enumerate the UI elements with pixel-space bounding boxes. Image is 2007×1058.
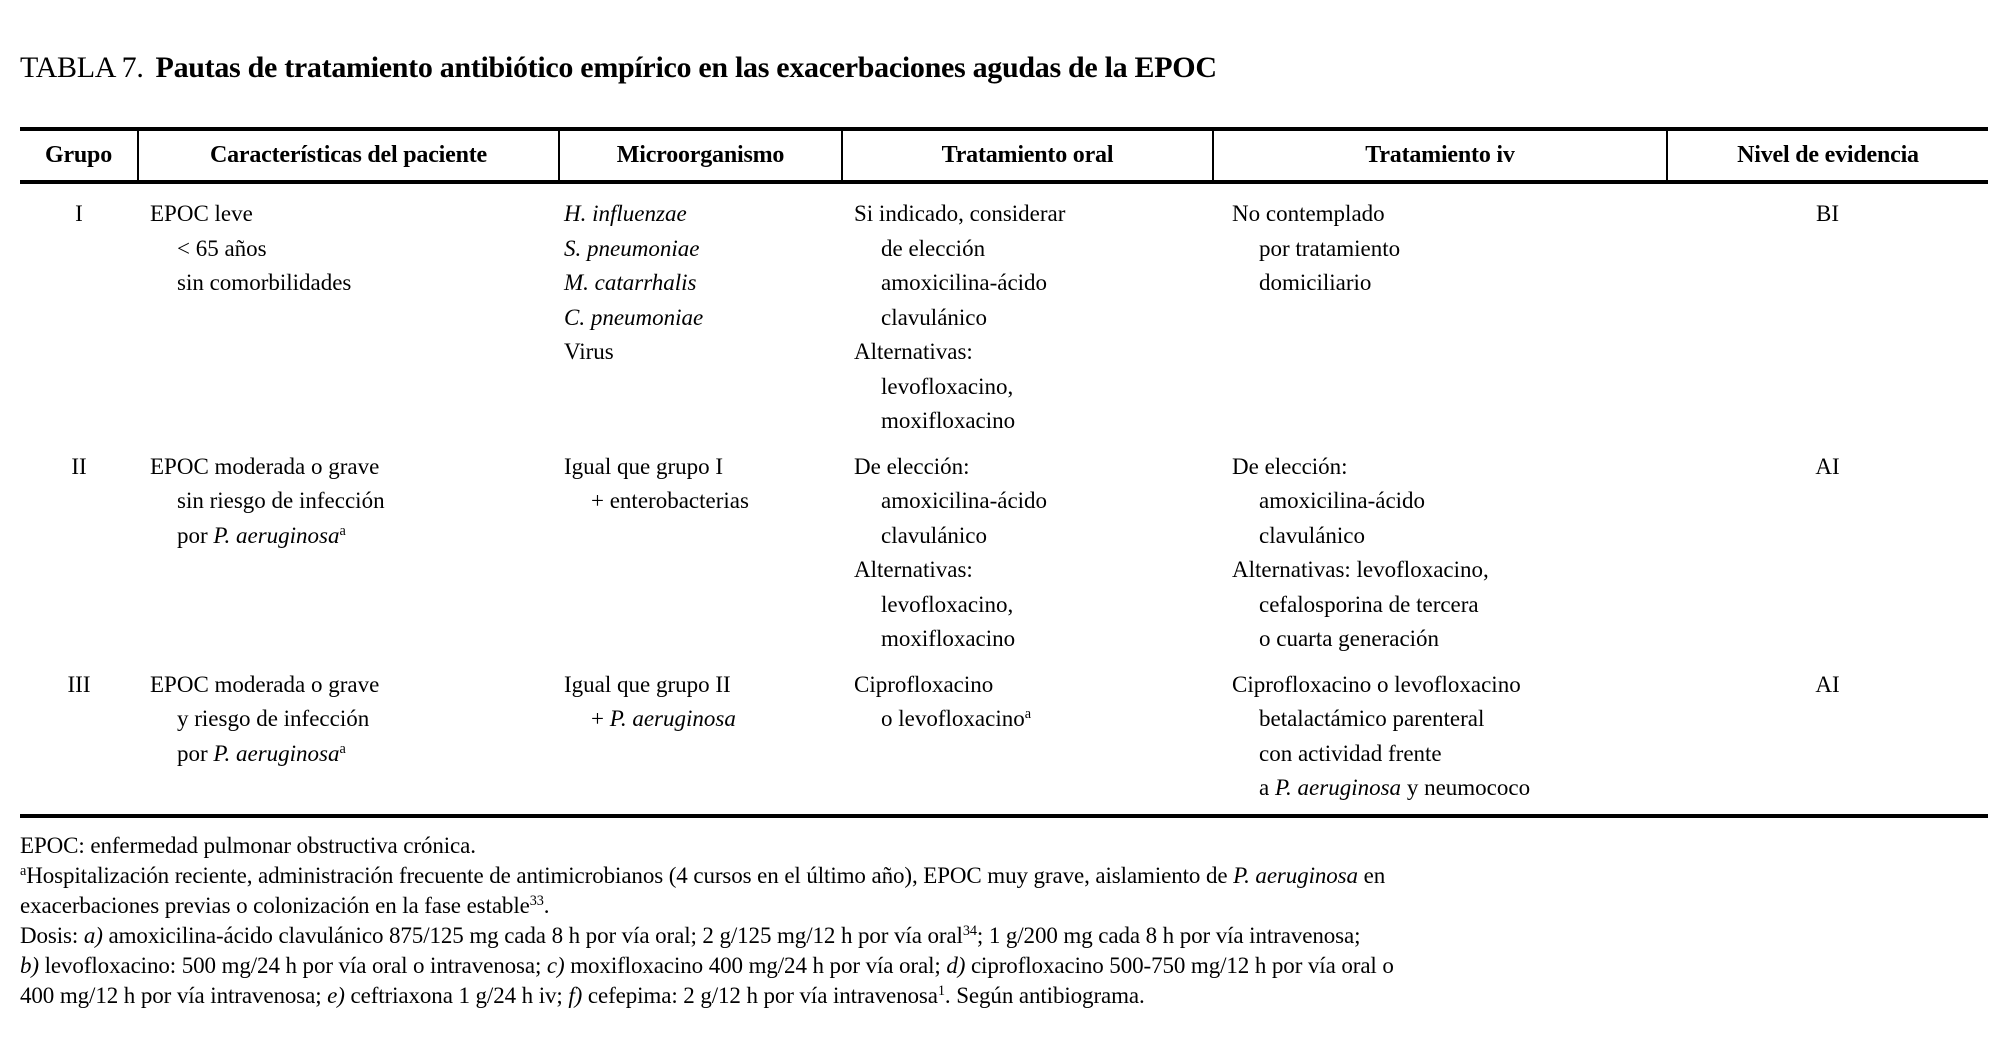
text-line: domiciliario: [1259, 270, 1372, 295]
text-line: moxifloxacino: [881, 626, 1016, 651]
text-line: clavulánico: [881, 304, 988, 330]
text-line: y riesgo de infección: [177, 706, 370, 731]
column-header-microorganismo: Microorganismo: [559, 129, 842, 182]
cell-tratamiento-oral: [842, 439, 1213, 657]
text-line: No contemplado: [1232, 201, 1385, 226]
text-line: H. influenzae: [564, 201, 687, 226]
table-footnotes: [20, 831, 1988, 1011]
text-line: Virus: [564, 339, 614, 364]
table-row-grupo-III: [20, 657, 1988, 816]
text-line: < 65 años: [177, 235, 267, 261]
cell-microorganismo: [559, 657, 842, 816]
text-line: por P. aeruginosa$^a$: [177, 522, 346, 548]
footnote-line: b) levofloxacino: 500 mg/24 h por vía oral o intravenosa; c) moxifloxacino 400 mg/24 h por vía oral; d) ciprofloxacino 500-750 mg/12 h por vía oral o: [20, 952, 1394, 978]
cell-tratamiento-iv: [1213, 657, 1667, 816]
text-line: Alternativas:: [854, 339, 973, 364]
table-title-text: Pautas de tratamiento antibiótico empírico en las exacerbaciones agudas de la EPOC: [155, 51, 1217, 84]
text-line: a P. aeruginosa y neumococo: [1259, 775, 1531, 800]
text-line: + enterobacterias: [591, 488, 749, 513]
text-line: EPOC leve: [150, 201, 253, 226]
text-line: amoxicilina-ácido: [881, 488, 1048, 513]
text-line: o cuarta generación: [1259, 626, 1440, 651]
text-line: De elección:: [1232, 453, 1348, 479]
text-line: betalactámico parenteral: [1259, 706, 1485, 731]
column-header-tratamiento-iv: Tratamiento iv: [1213, 129, 1667, 182]
text-line: clavulánico: [1259, 522, 1366, 548]
table-row-grupo-II: [20, 439, 1988, 657]
text-line: clavulánico: [881, 522, 988, 548]
cell-tratamiento-iv: [1213, 439, 1667, 657]
text-line: EPOC moderada o grave: [150, 671, 380, 697]
text-line: M. catarrhalis: [564, 270, 697, 295]
column-header-tratamiento-oral: Tratamiento oral: [842, 129, 1213, 182]
cell-grupo: I: [75, 201, 83, 226]
column-header-grupo: Grupo: [20, 129, 138, 182]
cell-nivel-evidencia: AI: [1815, 453, 1840, 479]
page-title: [20, 50, 1988, 86]
footnote-line: 400 mg/12 h por vía intravenosa; e) ceftriaxona 1 g/24 h iv; f) cefepima: 2 g/12 h por vía intravenosa$^1$. Según antibiograma.: [20, 982, 1145, 1008]
footnote-line: Dosis: a) amoxicilina-ácido clavulánico 875/125 mg cada 8 h por vía oral; 2 g/125 mg/12 h por vía oral$^{34}$; 1 g/200 mg cada 8 h por vía intravenosa;: [20, 922, 1361, 948]
cell-tratamiento-oral: [842, 657, 1213, 816]
text-line: Alternativas: levofloxacino,: [1232, 557, 1489, 582]
text-line: EPOC moderada o grave: [150, 453, 380, 479]
cell-nivel-evidencia: AI: [1667, 657, 1988, 816]
text-line: o levofloxacino$^a$: [881, 706, 1032, 731]
cell-caracteristicas: [138, 657, 559, 816]
page: [0, 50, 2007, 1011]
cell-nivel-evidencia: BI: [1816, 201, 1839, 226]
text-line: Ciprofloxacino: [854, 671, 994, 697]
text-line: con actividad frente: [1259, 740, 1442, 766]
text-line: sin riesgo de infección: [177, 488, 385, 513]
cell-grupo: III: [20, 657, 138, 816]
table-number-label: TABLA 7.: [20, 51, 144, 84]
table-body: [20, 182, 1988, 816]
text-line: amoxicilina-ácido: [881, 270, 1048, 295]
text-line: De elección:: [854, 453, 970, 479]
footnote-line: EPOC: enfermedad pulmonar obstructiva crónica.: [20, 832, 476, 858]
cell-grupo: II: [71, 453, 87, 479]
cell-tratamiento-iv: [1213, 182, 1667, 439]
text-line: cefalosporina de tercera: [1259, 591, 1479, 617]
text-line: levofloxacino,: [881, 373, 1014, 399]
cell-tratamiento-oral: [842, 182, 1213, 439]
text-line: amoxicilina-ácido: [1259, 488, 1426, 513]
column-header-nivel-evidencia: Nivel de evidencia: [1667, 129, 1988, 182]
footnote-line: $^a$Hospitalización reciente, administración frecuente de antimicrobianos (4 cursos en el último año), EPOC muy grave, aislamiento de P. aeruginosa en: [20, 862, 1386, 888]
text-line: Alternativas:: [854, 557, 973, 582]
table-row-grupo-I: [20, 182, 1988, 439]
text-line: Igual que grupo I: [564, 453, 724, 479]
text-line: Si indicado, considerar: [854, 201, 1066, 226]
cell-caracteristicas: [138, 182, 559, 439]
table-header-row: [20, 129, 1988, 182]
text-line: C. pneumoniae: [564, 304, 704, 330]
footnote-line: exacerbaciones previas o colonización en la fase estable$^{33}$.: [20, 892, 550, 918]
text-line: S. pneumoniae: [564, 235, 700, 261]
text-line: por tratamiento: [1259, 235, 1401, 261]
text-line: moxifloxacino: [881, 408, 1016, 433]
text-line: de elección: [881, 235, 986, 261]
text-line: + P. aeruginosa: [591, 706, 736, 731]
cell-microorganismo: [559, 439, 842, 657]
text-line: por P. aeruginosa$^a$: [177, 740, 346, 766]
text-line: Igual que grupo II: [564, 671, 731, 697]
text-line: sin comorbilidades: [177, 270, 352, 295]
column-header-caracteristicas: Características del paciente: [138, 129, 559, 182]
cell-microorganismo: [559, 182, 842, 439]
text-line: levofloxacino,: [881, 591, 1014, 617]
text-line: Ciprofloxacino o levofloxacino: [1232, 671, 1521, 697]
cell-caracteristicas: [138, 439, 559, 657]
treatment-table: [20, 127, 1988, 818]
